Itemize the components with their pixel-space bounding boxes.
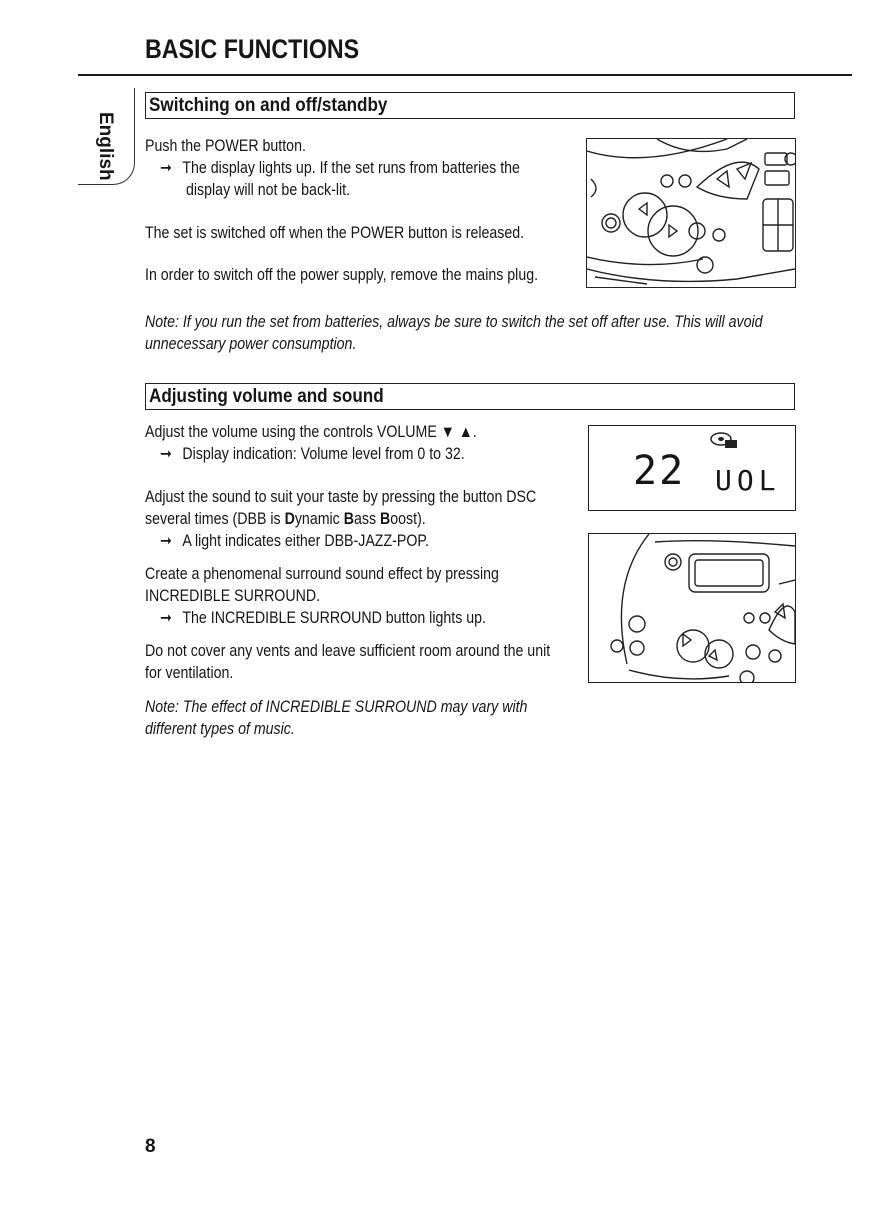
volume-display-figure [588,425,796,511]
note-batteries-cont: unnecessary power consumption. [145,335,357,353]
para-dsc: Adjust the sound to suit your taste by pressing the button DSC [145,488,537,506]
cd-icon [709,430,739,450]
arrow-icon: ➞ [160,532,172,550]
unit-drawing-2 [589,534,795,682]
result-surround-lights: ➞ The INCREDIBLE SURROUND button lights up. [160,609,486,627]
para-switched-off: The set is switched off when the POWER button is released. [145,224,525,242]
note-batteries: Note: If you run the set from batteries, always be sure to switch the set off after use. This will avoid [145,313,763,331]
section-heading-volume: Adjusting volume and sound [149,386,384,407]
para-ventilation-cont: for ventilation. [145,664,234,682]
section-heading-switching: Switching on and off/standby [149,95,388,116]
result-display-lights-cont: display will not be back-lit. [186,181,351,199]
unit-illustration-surround [588,533,796,683]
para-ventilation: Do not cover any vents and leave sufficient room around the unit [145,642,551,660]
result-display-indication: ➞ Display indication: Volume level from 0 to 32. [160,445,465,463]
arrow-icon: ➞ [160,159,172,177]
para-surround: Create a phenomenal surround sound effect by pressing [145,565,499,583]
arrow-icon: ➞ [160,445,172,463]
note-surround: Note: The effect of INCREDIBLE SURROUND may vary with [145,698,528,716]
page-title: BASIC FUNCTIONS [145,34,360,64]
unit-illustration-power [586,138,796,288]
title-rule [78,74,852,76]
lcd-volume-digits: 22 [633,448,686,494]
step-adjust-volume: Adjust the volume using the controls VOLUME ▼ ▲. [145,423,477,441]
note-surround-cont: different types of music. [145,720,295,738]
para-dbb-definition: several times (DBB is Dynamic Bass Boost). [145,510,426,528]
step-push-power: Push the POWER button. [145,137,306,155]
unit-drawing [587,139,795,287]
result-display-lights: ➞ The display lights up. If the set runs from batteries the [160,159,520,177]
para-surround-button: INCREDIBLE SURROUND. [145,587,321,605]
arrow-icon: ➞ [160,609,172,627]
para-mains-plug: In order to switch off the power supply, remove the mains plug. [145,266,539,284]
page-number: 8 [145,1136,156,1157]
language-tab-label: English [95,112,116,181]
result-light-indicates: ➞ A light indicates either DBB-JAZZ-POP. [160,532,429,550]
lcd-volume-label: UOL [715,464,781,497]
